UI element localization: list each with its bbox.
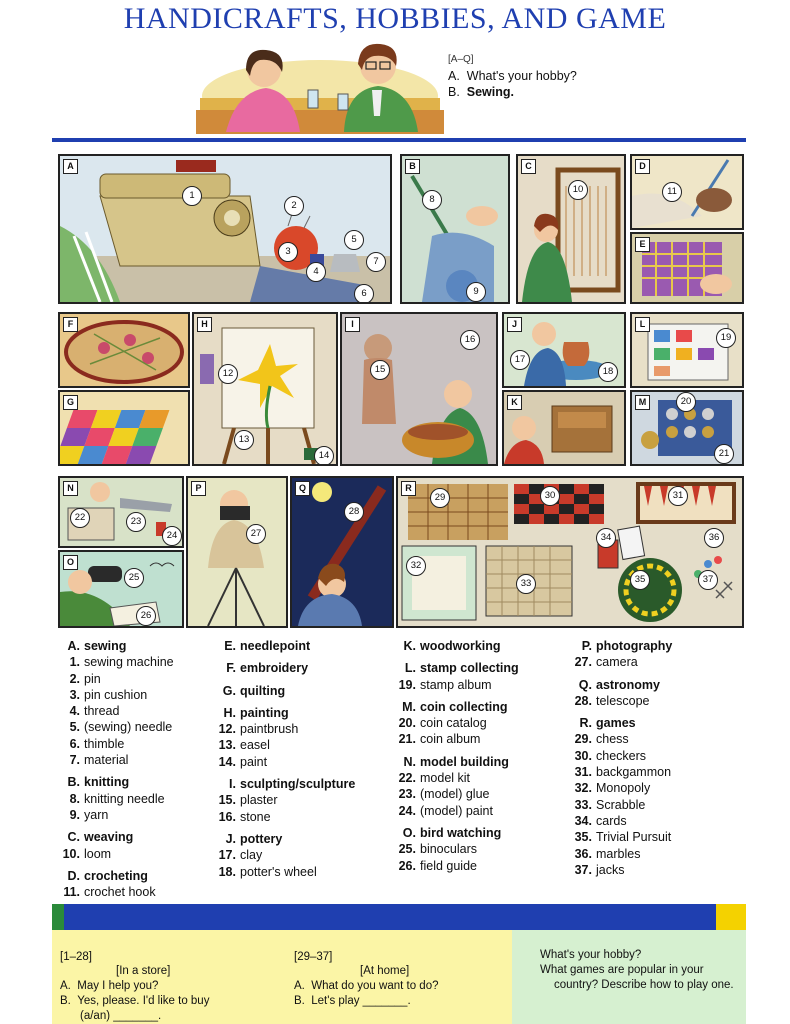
callout-16: 16 [460,330,480,350]
item-number: 17. [218,848,236,863]
panel-photography [186,476,288,628]
vocab-item [58,807,174,823]
item-word: camera [596,655,638,670]
category-heading [394,754,519,770]
vocab-item [570,780,672,796]
vocab-column-3 [394,638,519,874]
panel-letter-Q: Q [295,481,310,496]
category-name: astronomy [596,677,660,692]
category-letter: Q. [578,677,592,692]
item-number: 15. [218,793,236,808]
callout-14: 14 [314,446,334,466]
vocab-item [570,813,672,829]
callout-22: 22 [70,508,90,528]
category-heading [394,660,519,676]
mid-b-line: Let's play _______. [311,995,411,1007]
callout-5: 5 [344,230,364,250]
item-number: 34. [574,813,592,828]
item-word: yarn [84,807,109,822]
category-heading [394,699,519,715]
vocab-item [58,752,174,768]
callout-33: 33 [516,574,536,594]
item-word: coin album [420,732,481,747]
category-heading [214,660,355,676]
category-heading [58,774,174,790]
item-word: coin catalog [420,716,487,731]
category-letter: A. [67,639,80,653]
item-number: 10. [62,846,80,861]
item-word: telescope [596,693,650,708]
item-number: 12. [218,722,236,737]
category-name: quilting [240,683,286,698]
vocab-column-1 [58,638,174,900]
category-letter: L. [404,661,416,676]
category-name: sculpting/sculpture [240,777,356,792]
item-word: marbles [596,846,641,861]
speaker-b: B. [448,85,460,99]
callout-19: 19 [716,328,736,348]
category-letter: J. [225,831,236,846]
conversation-illustration [196,36,444,134]
item-number: 32. [574,781,592,796]
item-word: checkers [596,748,647,763]
item-word: clay [240,848,263,863]
left-b-line-2: (a/an) _______. [80,1010,162,1022]
item-word: thread [84,704,120,719]
item-word: jacks [596,862,625,877]
category-heading [214,705,355,721]
vocab-column-4 [570,638,672,878]
callout-7: 7 [366,252,386,272]
vocab-item [214,737,355,753]
vocab-item [394,770,519,786]
vocab-item [394,731,519,747]
callout-6: 6 [354,284,374,304]
item-word: (model) glue [420,787,490,802]
callout-34: 34 [596,528,616,548]
panel-letter-H: H [197,317,212,332]
item-word: material [84,753,129,768]
item-number: 23. [398,787,416,802]
item-word: stamp album [420,677,492,692]
callout-1: 1 [182,186,202,206]
category-letter: F. [226,661,236,676]
mid-code: [29–37] [294,951,333,963]
panel-astronomy [290,476,394,628]
practice-header-bar [52,904,746,930]
vocab-item [214,847,355,863]
panel-letter-N: N [63,481,78,496]
item-word: backgammon [596,765,672,780]
vocab-item [214,864,355,880]
category-heading [58,638,174,654]
item-word: (sewing) needle [84,720,173,735]
item-word: stone [240,809,271,824]
left-a-prefix: A. [60,980,71,992]
callout-11: 11 [662,182,682,202]
panel-games [396,476,744,628]
panel-painting [192,312,338,466]
item-number: 11. [63,885,80,900]
item-number: 8. [69,791,80,806]
panel-letter-P: P [191,481,206,496]
item-word: chess [596,732,629,747]
category-letter: O. [402,825,416,840]
category-name: model building [420,754,509,769]
category-letter: C. [67,830,80,845]
panel-needlepoint [630,232,744,304]
item-number: 33. [574,797,592,812]
callout-28: 28 [344,502,364,522]
callout-25: 25 [124,568,144,588]
panel-embroidery [58,312,190,388]
item-number: 5. [69,720,80,735]
callout-20: 20 [676,392,696,412]
panel-weaving [516,154,626,304]
left-scene: [In a store] [116,965,171,977]
panel-letter-L: L [635,317,650,332]
category-letter: E. [224,639,236,653]
category-name: woodworking [420,639,501,653]
category-letter: M. [402,699,416,714]
category-letter: H. [223,705,236,720]
vocab-item [570,731,672,747]
item-number: 25. [398,842,416,857]
category-heading [214,831,355,847]
category-name: needlepoint [240,639,311,653]
item-word: crochet hook [84,885,156,900]
category-letter: B. [67,775,80,790]
vocab-item [58,736,174,752]
item-word: pin cushion [84,687,148,702]
panel-letter-O: O [63,555,78,570]
panel-letter-I: I [345,317,360,332]
category-heading [394,825,519,841]
category-name: games [596,716,636,731]
category-heading [58,829,174,845]
left-b-line: Yes, please. I'd like to buy [77,995,210,1007]
callout-26: 26 [136,606,156,626]
item-number: 31. [574,765,592,780]
vocab-item [570,797,672,813]
vocab-item [58,884,174,900]
callout-2: 2 [284,196,304,216]
panel-letter-C: C [521,159,536,174]
category-letter: P. [581,639,592,653]
vocab-item [394,841,519,857]
item-number: 16. [218,809,236,824]
category-heading [214,776,355,792]
left-a-line: May I help you? [77,980,159,992]
item-number: 27. [574,655,592,670]
category-name: painting [240,705,289,720]
mid-scene: [At home] [360,965,410,977]
category-name: coin collecting [420,699,508,714]
panel-stamp-collecting [630,312,744,388]
panel-letter-G: G [63,395,78,410]
callout-10: 10 [568,180,588,200]
item-number: 28. [574,693,592,708]
panel-letter-R: R [401,481,416,496]
item-number: 2. [69,671,80,686]
panel-sewing [58,154,392,304]
speaker-a: A. [448,69,460,83]
panel-letter-J: J [507,317,522,332]
item-word: easel [240,738,270,753]
item-number: 37. [574,862,592,877]
category-heading [214,638,355,654]
vocab-item [394,677,519,693]
item-word: pin [84,671,101,686]
category-name: stamp collecting [420,661,519,676]
item-word: binoculars [420,842,477,857]
callout-36: 36 [704,528,724,548]
callout-27: 27 [246,524,266,544]
vocab-item [214,754,355,770]
panel-crocheting [630,154,744,230]
vocab-item [394,715,519,731]
page-title: HANDICRAFTS, HOBBIES, AND GAME [123,2,667,35]
vocab-column-2 [214,638,355,880]
vocab-item [570,693,672,709]
callout-30: 30 [540,486,560,506]
category-name: weaving [84,830,134,845]
callout-18: 18 [598,362,618,382]
vocab-item [394,786,519,802]
category-letter: G. [222,683,236,698]
item-number: 29. [574,732,592,747]
callout-15: 15 [370,360,390,380]
vocab-item [570,764,672,780]
practice-box [52,904,746,1024]
callout-21: 21 [714,444,734,464]
callout-8: 8 [422,190,442,210]
item-word: field guide [420,858,477,873]
panel-letter-F: F [63,317,78,332]
category-name: sewing [84,639,127,653]
vocab-item [570,748,672,764]
panel-letter-D: D [635,159,650,174]
item-number: 9. [69,807,80,822]
item-word: thimble [84,736,125,751]
question-hobby: What's your hobby? [540,949,642,961]
item-number: 3. [69,687,80,702]
vocab-item [58,703,174,719]
vocab-item [570,846,672,862]
vocab-item [58,719,174,735]
panel-model-building [58,476,184,548]
category-name: bird watching [420,825,502,840]
model-dialog [448,52,577,100]
panel-letter-K: K [507,395,522,410]
item-number: 24. [398,803,416,818]
item-word: paintbrush [240,722,299,737]
panel-pottery [502,312,626,388]
item-number: 30. [574,748,592,763]
panel-quilting [58,390,190,466]
category-name: crocheting [84,868,148,883]
category-heading [570,638,672,654]
item-number: 7. [69,753,80,768]
item-number: 4. [69,704,80,719]
mid-a-line: What do you want to do? [311,980,439,992]
item-word: sewing machine [84,655,174,670]
callout-31: 31 [668,486,688,506]
left-b-prefix: B. [60,995,71,1007]
category-name: knitting [84,775,130,790]
category-letter: N. [403,754,416,769]
vocab-item [58,791,174,807]
panel-bird-watching [58,550,184,628]
callout-32: 32 [406,556,426,576]
item-number: 21. [398,732,416,747]
callout-13: 13 [234,430,254,450]
category-heading [214,683,355,699]
item-word: (model) paint [420,803,493,818]
callout-4: 4 [306,262,326,282]
item-number: 6. [69,736,80,751]
category-letter: R. [579,716,592,731]
category-heading [570,677,672,693]
item-word: plaster [240,793,278,808]
item-word: paint [240,754,268,769]
callout-3: 3 [278,242,298,262]
vocab-item [214,721,355,737]
category-letter: K. [403,639,416,653]
callout-12: 12 [218,364,238,384]
callout-9: 9 [466,282,486,302]
callout-17: 17 [510,350,530,370]
item-word: Trivial Pursuit [596,830,672,845]
vocab-item [214,809,355,825]
callout-37: 37 [698,570,718,590]
item-word: Scrabble [596,797,646,812]
item-number: 20. [398,716,416,731]
category-heading [570,715,672,731]
item-number: 18. [218,864,236,879]
vocab-item [58,671,174,687]
vocab-item [58,846,174,862]
vocab-item [58,687,174,703]
item-word: potter's wheel [240,864,317,879]
panel-coin-collecting [630,390,744,466]
question-games-1: What games are popular in your [540,964,704,976]
vocab-item [570,862,672,878]
mid-b-prefix: B. [294,995,305,1007]
panel-letter-M: M [635,395,650,410]
item-word: knitting needle [84,791,165,806]
vocab-item [394,803,519,819]
dialog-answer: Sewing. [466,85,514,99]
panel-woodworking [502,390,626,466]
item-word: loom [84,846,112,861]
vocab-item [58,654,174,670]
callout-35: 35 [630,570,650,590]
item-number: 35. [574,830,592,845]
callout-23: 23 [126,512,146,532]
item-number: 13. [218,738,236,753]
item-word: model kit [420,771,471,786]
dialog-question: What's your hobby? [466,69,577,83]
category-name: photography [596,639,673,653]
panel-letter-B: B [405,159,420,174]
callout-29: 29 [430,488,450,508]
item-number: 19. [398,677,416,692]
item-number: 36. [574,846,592,861]
callout-24: 24 [162,526,182,546]
vocab-item [214,792,355,808]
mid-a-prefix: A. [294,980,305,992]
question-games-2: country? Describe how to play one. [554,979,734,991]
panel-letter-E: E [635,237,650,252]
category-letter: D. [67,868,80,883]
panel-sculpting [340,312,498,466]
category-heading [58,868,174,884]
item-word: cards [596,813,627,828]
category-name: pottery [240,831,283,846]
category-name: embroidery [240,661,309,676]
item-number: 14. [218,754,236,769]
item-number: 26. [398,858,416,873]
category-letter: I. [229,777,236,792]
category-heading [394,638,519,654]
item-word: Monopoly [596,781,651,796]
panel-knitting [400,154,510,304]
section-rule [52,138,746,142]
item-number: 22. [398,771,416,786]
vocab-item [570,829,672,845]
vocab-item [394,858,519,874]
panel-letter-A: A [63,159,78,174]
left-code: [1–28] [60,951,92,963]
vocab-item [570,654,672,670]
item-number: 1. [69,655,80,670]
dialog-code: [A–Q] [448,54,474,65]
